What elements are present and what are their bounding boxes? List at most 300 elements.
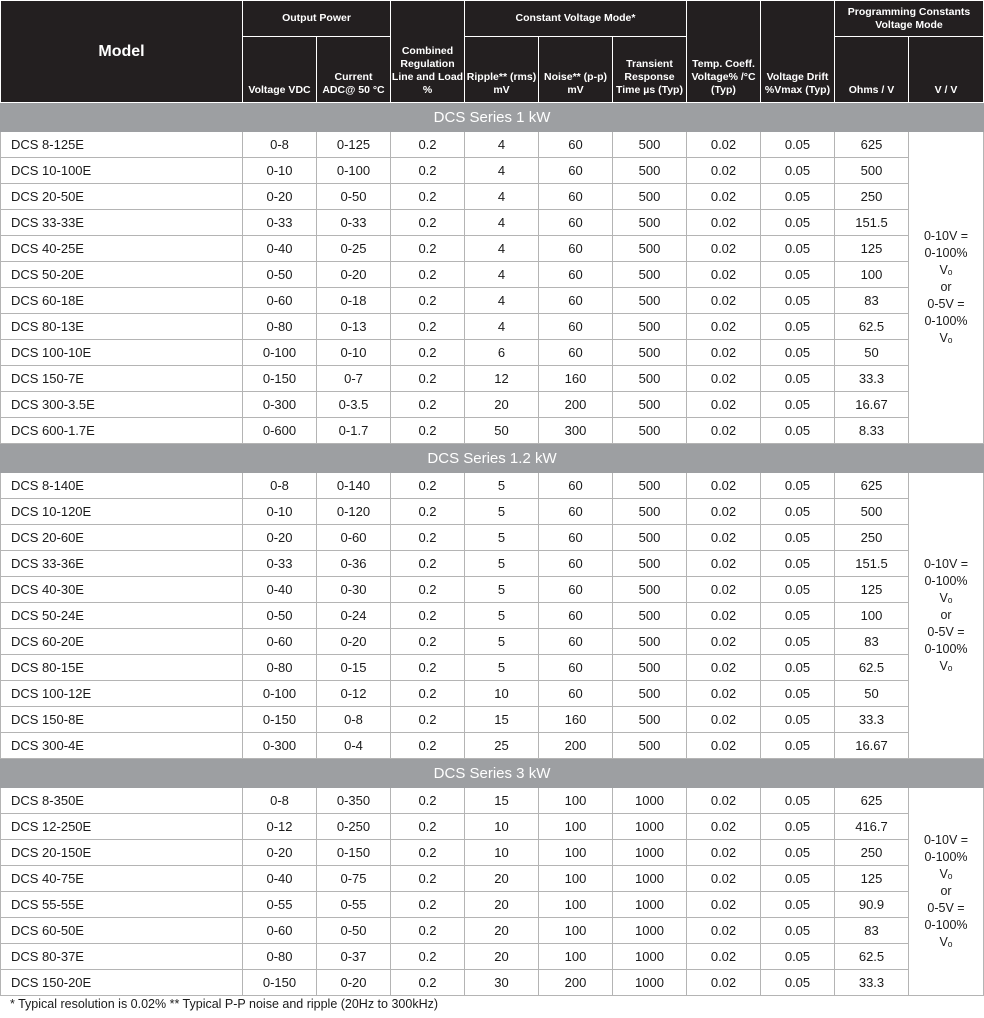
- cell-noise: 200: [539, 970, 613, 996]
- cell-ohms-per-volt: 250: [835, 840, 909, 866]
- cell-current: 0-100: [317, 158, 391, 184]
- cell-regulation: 0.2: [391, 866, 465, 892]
- cell-ripple: 20: [465, 892, 539, 918]
- cell-voltage-drift: 0.05: [761, 184, 835, 210]
- cell-ripple: 15: [465, 707, 539, 733]
- cell-voltage-drift: 0.05: [761, 681, 835, 707]
- cell-ripple: 5: [465, 473, 539, 499]
- cell-regulation: 0.2: [391, 210, 465, 236]
- table-row: [1, 499, 984, 525]
- table-row: [1, 681, 984, 707]
- cell-ripple: 5: [465, 629, 539, 655]
- table-row: [1, 629, 984, 655]
- table-row: [1, 577, 984, 603]
- cell-ripple: 5: [465, 551, 539, 577]
- cell-voltage-drift: 0.05: [761, 236, 835, 262]
- cell-voltage: 0-12: [243, 814, 317, 840]
- cell-temp-coeff: 0.02: [687, 499, 761, 525]
- cell-regulation: 0.2: [391, 158, 465, 184]
- cell-ripple: 6: [465, 340, 539, 366]
- cell-temp-coeff: 0.02: [687, 314, 761, 340]
- cell-noise: 60: [539, 132, 613, 158]
- cell-current: 0-125: [317, 132, 391, 158]
- cell-volts-per-volt: [909, 473, 984, 759]
- section-title: DCS Series 3 kW: [1, 759, 984, 788]
- cell-ohms-per-volt: 625: [835, 132, 909, 158]
- cell-voltage-drift: 0.05: [761, 918, 835, 944]
- cell-ohms-per-volt: 83: [835, 629, 909, 655]
- cell-noise: 300: [539, 418, 613, 444]
- cell-noise: 60: [539, 629, 613, 655]
- cell-voltage-drift: 0.05: [761, 840, 835, 866]
- table-header: [1, 1, 984, 103]
- cell-voltage: 0-600: [243, 418, 317, 444]
- cell-current: 0-10: [317, 340, 391, 366]
- cell-model: DCS 40-75E: [1, 866, 243, 892]
- vv-line: Vₒ: [939, 935, 953, 949]
- cell-model: DCS 33-36E: [1, 551, 243, 577]
- section-header-row: [1, 444, 984, 473]
- cell-voltage-drift: 0.05: [761, 892, 835, 918]
- cell-ripple: 15: [465, 788, 539, 814]
- cell-transient: 500: [613, 288, 687, 314]
- cell-regulation: 0.2: [391, 788, 465, 814]
- cell-temp-coeff: 0.02: [687, 132, 761, 158]
- cell-voltage: 0-55: [243, 892, 317, 918]
- cell-current: 0-18: [317, 288, 391, 314]
- header-ripple: Ripple** (rms) mV: [465, 37, 539, 103]
- cell-transient: 500: [613, 236, 687, 262]
- footnote: * Typical resolution is 0.02% ** Typical P-P noise and ripple (20Hz to 300kHz): [10, 997, 439, 1011]
- cell-ohms-per-volt: 83: [835, 288, 909, 314]
- cell-current: 0-37: [317, 944, 391, 970]
- table-row: [1, 655, 984, 681]
- cell-voltage: 0-33: [243, 210, 317, 236]
- cell-ripple: 20: [465, 944, 539, 970]
- cell-current: 0-50: [317, 918, 391, 944]
- cell-transient: 500: [613, 392, 687, 418]
- cell-voltage-drift: 0.05: [761, 473, 835, 499]
- section-title: DCS Series 1 kW: [1, 103, 984, 132]
- header-combined-regulation: Combined Regulation Line and Load %: [391, 1, 465, 103]
- cell-voltage: 0-20: [243, 184, 317, 210]
- cell-temp-coeff: 0.02: [687, 970, 761, 996]
- cell-regulation: 0.2: [391, 499, 465, 525]
- cell-noise: 160: [539, 707, 613, 733]
- cell-regulation: 0.2: [391, 525, 465, 551]
- cell-transient: 1000: [613, 918, 687, 944]
- cell-regulation: 0.2: [391, 629, 465, 655]
- cell-current: 0-3.5: [317, 392, 391, 418]
- cell-ohms-per-volt: 16.67: [835, 392, 909, 418]
- cell-ohms-per-volt: 33.3: [835, 707, 909, 733]
- cell-ohms-per-volt: 62.5: [835, 655, 909, 681]
- cell-voltage: 0-80: [243, 314, 317, 340]
- cell-temp-coeff: 0.02: [687, 184, 761, 210]
- vv-line: Vₒ: [939, 263, 953, 277]
- cell-transient: 500: [613, 158, 687, 184]
- cell-ohms-per-volt: 151.5: [835, 210, 909, 236]
- cell-model: DCS 40-30E: [1, 577, 243, 603]
- cell-current: 0-75: [317, 866, 391, 892]
- cell-ripple: 5: [465, 525, 539, 551]
- cell-voltage-drift: 0.05: [761, 733, 835, 759]
- cell-regulation: 0.2: [391, 603, 465, 629]
- cell-noise: 100: [539, 866, 613, 892]
- cell-current: 0-20: [317, 262, 391, 288]
- cell-voltage: 0-20: [243, 840, 317, 866]
- table-row: [1, 418, 984, 444]
- cell-regulation: 0.2: [391, 340, 465, 366]
- cell-temp-coeff: 0.02: [687, 236, 761, 262]
- cell-voltage: 0-10: [243, 499, 317, 525]
- cell-voltage-drift: 0.05: [761, 262, 835, 288]
- cell-regulation: 0.2: [391, 814, 465, 840]
- cell-voltage: 0-10: [243, 158, 317, 184]
- cell-model: DCS 20-60E: [1, 525, 243, 551]
- cell-ripple: 5: [465, 655, 539, 681]
- cell-model: DCS 150-8E: [1, 707, 243, 733]
- cell-temp-coeff: 0.02: [687, 840, 761, 866]
- table-row: [1, 918, 984, 944]
- cell-volts-per-volt: [909, 788, 984, 996]
- cell-current: 0-350: [317, 788, 391, 814]
- cell-model: DCS 50-20E: [1, 262, 243, 288]
- vv-line: or: [940, 884, 952, 898]
- cell-transient: 500: [613, 629, 687, 655]
- cell-voltage: 0-50: [243, 603, 317, 629]
- cell-noise: 60: [539, 158, 613, 184]
- vv-line: 0-10V =: [923, 557, 969, 571]
- cell-temp-coeff: 0.02: [687, 392, 761, 418]
- table-row: [1, 392, 984, 418]
- section-header-row: [1, 759, 984, 788]
- cell-regulation: 0.2: [391, 892, 465, 918]
- cell-transient: 500: [613, 525, 687, 551]
- cell-ohms-per-volt: 83: [835, 918, 909, 944]
- cell-model: DCS 55-55E: [1, 892, 243, 918]
- cell-temp-coeff: 0.02: [687, 788, 761, 814]
- vv-line: 0-5V =: [927, 625, 965, 639]
- cell-temp-coeff: 0.02: [687, 418, 761, 444]
- cell-ohms-per-volt: 125: [835, 866, 909, 892]
- vv-line: or: [940, 280, 952, 294]
- cell-voltage: 0-100: [243, 340, 317, 366]
- cell-ohms-per-volt: 33.3: [835, 970, 909, 996]
- cell-noise: 100: [539, 944, 613, 970]
- section-title: DCS Series 1.2 kW: [1, 444, 984, 473]
- vv-line: 0-100%: [924, 850, 968, 864]
- header-volts-per-volt: V / V: [909, 37, 984, 103]
- cell-voltage-drift: 0.05: [761, 366, 835, 392]
- cell-model: DCS 80-37E: [1, 944, 243, 970]
- cell-regulation: 0.2: [391, 551, 465, 577]
- cell-voltage-drift: 0.05: [761, 288, 835, 314]
- header-current: Current ADC@ 50 °C: [317, 37, 391, 103]
- cell-noise: 60: [539, 551, 613, 577]
- table-row: [1, 788, 984, 814]
- cell-transient: 500: [613, 603, 687, 629]
- cell-ohms-per-volt: 100: [835, 603, 909, 629]
- section-header-row: [1, 103, 984, 132]
- cell-ohms-per-volt: 625: [835, 788, 909, 814]
- cell-temp-coeff: 0.02: [687, 918, 761, 944]
- cell-ripple: 10: [465, 814, 539, 840]
- cell-current: 0-7: [317, 366, 391, 392]
- cell-regulation: 0.2: [391, 944, 465, 970]
- cell-regulation: 0.2: [391, 314, 465, 340]
- cell-model: DCS 60-20E: [1, 629, 243, 655]
- cell-temp-coeff: 0.02: [687, 681, 761, 707]
- cell-transient: 500: [613, 262, 687, 288]
- cell-ripple: 4: [465, 236, 539, 262]
- cell-current: 0-150: [317, 840, 391, 866]
- cell-current: 0-30: [317, 577, 391, 603]
- cell-ripple: 5: [465, 499, 539, 525]
- vv-line: 0-5V =: [927, 901, 965, 915]
- cell-model: DCS 80-13E: [1, 314, 243, 340]
- cell-voltage-drift: 0.05: [761, 707, 835, 733]
- header-model: Model: [1, 1, 243, 103]
- cell-noise: 60: [539, 314, 613, 340]
- cell-model: DCS 100-10E: [1, 340, 243, 366]
- cell-model: DCS 20-50E: [1, 184, 243, 210]
- cell-voltage-drift: 0.05: [761, 577, 835, 603]
- cell-transient: 500: [613, 418, 687, 444]
- cell-voltage: 0-150: [243, 707, 317, 733]
- table-row: [1, 551, 984, 577]
- cell-current: 0-1.7: [317, 418, 391, 444]
- cell-ripple: 4: [465, 210, 539, 236]
- cell-transient: 500: [613, 314, 687, 340]
- cell-transient: 1000: [613, 866, 687, 892]
- cell-temp-coeff: 0.02: [687, 892, 761, 918]
- cell-regulation: 0.2: [391, 918, 465, 944]
- cell-model: DCS 12-250E: [1, 814, 243, 840]
- cell-noise: 60: [539, 681, 613, 707]
- cell-voltage: 0-80: [243, 655, 317, 681]
- cell-current: 0-15: [317, 655, 391, 681]
- cell-voltage: 0-8: [243, 132, 317, 158]
- cell-temp-coeff: 0.02: [687, 629, 761, 655]
- cell-transient: 500: [613, 733, 687, 759]
- cell-transient: 500: [613, 184, 687, 210]
- cell-ohms-per-volt: 125: [835, 236, 909, 262]
- cell-voltage-drift: 0.05: [761, 944, 835, 970]
- cell-model: DCS 8-125E: [1, 132, 243, 158]
- vv-line: 0-10V =: [923, 229, 969, 243]
- cell-regulation: 0.2: [391, 840, 465, 866]
- cell-ohms-per-volt: 90.9: [835, 892, 909, 918]
- cell-current: 0-250: [317, 814, 391, 840]
- cell-ohms-per-volt: 16.67: [835, 733, 909, 759]
- cell-regulation: 0.2: [391, 392, 465, 418]
- cell-ohms-per-volt: 33.3: [835, 366, 909, 392]
- cell-current: 0-140: [317, 473, 391, 499]
- cell-model: DCS 300-3.5E: [1, 392, 243, 418]
- cell-temp-coeff: 0.02: [687, 707, 761, 733]
- cell-ohms-per-volt: 500: [835, 158, 909, 184]
- cell-voltage: 0-150: [243, 366, 317, 392]
- cell-ripple: 20: [465, 392, 539, 418]
- cell-voltage: 0-20: [243, 525, 317, 551]
- cell-noise: 100: [539, 788, 613, 814]
- cell-noise: 60: [539, 184, 613, 210]
- cell-regulation: 0.2: [391, 577, 465, 603]
- cell-temp-coeff: 0.02: [687, 655, 761, 681]
- cell-model: DCS 100-12E: [1, 681, 243, 707]
- table-row: [1, 210, 984, 236]
- cell-current: 0-60: [317, 525, 391, 551]
- cell-current: 0-12: [317, 681, 391, 707]
- cell-ripple: 30: [465, 970, 539, 996]
- cell-ohms-per-volt: 500: [835, 499, 909, 525]
- cell-transient: 500: [613, 340, 687, 366]
- cell-current: 0-13: [317, 314, 391, 340]
- cell-transient: 500: [613, 577, 687, 603]
- cell-current: 0-4: [317, 733, 391, 759]
- cell-ripple: 5: [465, 603, 539, 629]
- cell-temp-coeff: 0.02: [687, 340, 761, 366]
- cell-voltage-drift: 0.05: [761, 340, 835, 366]
- cell-transient: 500: [613, 132, 687, 158]
- cell-noise: 60: [539, 473, 613, 499]
- cell-noise: 60: [539, 525, 613, 551]
- cell-model: DCS 33-33E: [1, 210, 243, 236]
- cell-temp-coeff: 0.02: [687, 733, 761, 759]
- header-output-power: Output Power: [243, 1, 391, 37]
- cell-model: DCS 50-24E: [1, 603, 243, 629]
- cell-current: 0-24: [317, 603, 391, 629]
- cell-regulation: 0.2: [391, 970, 465, 996]
- cell-ohms-per-volt: 250: [835, 184, 909, 210]
- vv-line: 0-100%: [924, 642, 968, 656]
- cell-voltage: 0-40: [243, 866, 317, 892]
- cell-current: 0-33: [317, 210, 391, 236]
- cell-ripple: 4: [465, 132, 539, 158]
- cell-model: DCS 60-18E: [1, 288, 243, 314]
- cell-ohms-per-volt: 250: [835, 525, 909, 551]
- cell-temp-coeff: 0.02: [687, 866, 761, 892]
- cell-temp-coeff: 0.02: [687, 603, 761, 629]
- cell-ohms-per-volt: 50: [835, 340, 909, 366]
- cell-regulation: 0.2: [391, 707, 465, 733]
- cell-transient: 500: [613, 473, 687, 499]
- cell-ripple: 4: [465, 262, 539, 288]
- cell-model: DCS 10-120E: [1, 499, 243, 525]
- table-row: [1, 866, 984, 892]
- cell-regulation: 0.2: [391, 132, 465, 158]
- cell-transient: 500: [613, 707, 687, 733]
- cell-noise: 200: [539, 733, 613, 759]
- cell-noise: 60: [539, 236, 613, 262]
- cell-temp-coeff: 0.02: [687, 473, 761, 499]
- table-row: [1, 314, 984, 340]
- cell-transient: 1000: [613, 788, 687, 814]
- cell-transient: 500: [613, 499, 687, 525]
- cell-temp-coeff: 0.02: [687, 814, 761, 840]
- cell-regulation: 0.2: [391, 184, 465, 210]
- cell-voltage: 0-33: [243, 551, 317, 577]
- cell-temp-coeff: 0.02: [687, 262, 761, 288]
- cell-ohms-per-volt: 62.5: [835, 314, 909, 340]
- cell-voltage-drift: 0.05: [761, 210, 835, 236]
- cell-noise: 60: [539, 603, 613, 629]
- cell-voltage: 0-150: [243, 970, 317, 996]
- cell-model: DCS 40-25E: [1, 236, 243, 262]
- cell-voltage: 0-80: [243, 944, 317, 970]
- cell-ohms-per-volt: 151.5: [835, 551, 909, 577]
- vv-line: 0-100%: [924, 918, 968, 932]
- table-row: [1, 366, 984, 392]
- cell-ohms-per-volt: 62.5: [835, 944, 909, 970]
- vv-line: Vₒ: [939, 659, 953, 673]
- cell-ripple: 4: [465, 184, 539, 210]
- cell-ohms-per-volt: 100: [835, 262, 909, 288]
- cell-ohms-per-volt: 416.7: [835, 814, 909, 840]
- header-noise: Noise** (p-p) mV: [539, 37, 613, 103]
- table-row: [1, 525, 984, 551]
- cell-voltage-drift: 0.05: [761, 788, 835, 814]
- table-row: [1, 707, 984, 733]
- cell-voltage-drift: 0.05: [761, 132, 835, 158]
- cell-transient: 500: [613, 551, 687, 577]
- table-row: [1, 840, 984, 866]
- header-voltage: Voltage VDC: [243, 37, 317, 103]
- cell-voltage-drift: 0.05: [761, 970, 835, 996]
- cell-model: DCS 8-140E: [1, 473, 243, 499]
- cell-transient: 500: [613, 210, 687, 236]
- cell-voltage-drift: 0.05: [761, 314, 835, 340]
- cell-model: DCS 600-1.7E: [1, 418, 243, 444]
- cell-ohms-per-volt: 50: [835, 681, 909, 707]
- cell-transient: 1000: [613, 840, 687, 866]
- table-row: [1, 603, 984, 629]
- cell-noise: 60: [539, 655, 613, 681]
- cell-voltage-drift: 0.05: [761, 392, 835, 418]
- vv-line: Vₒ: [939, 591, 953, 605]
- cell-ripple: 4: [465, 288, 539, 314]
- cell-current: 0-20: [317, 629, 391, 655]
- cell-temp-coeff: 0.02: [687, 577, 761, 603]
- vv-line: 0-100%: [924, 246, 968, 260]
- cell-voltage-drift: 0.05: [761, 525, 835, 551]
- cell-voltage: 0-50: [243, 262, 317, 288]
- cell-regulation: 0.2: [391, 733, 465, 759]
- cell-noise: 60: [539, 288, 613, 314]
- cell-voltage-drift: 0.05: [761, 499, 835, 525]
- cell-ohms-per-volt: 625: [835, 473, 909, 499]
- cell-ripple: 25: [465, 733, 539, 759]
- cell-voltage-drift: 0.05: [761, 158, 835, 184]
- table-row: [1, 340, 984, 366]
- cell-current: 0-120: [317, 499, 391, 525]
- cell-voltage-drift: 0.05: [761, 418, 835, 444]
- header-ohms-per-volt: Ohms / V: [835, 37, 909, 103]
- cell-ohms-per-volt: 125: [835, 577, 909, 603]
- vv-line: Vₒ: [939, 867, 953, 881]
- header-temp-coeff: Temp. Coeff. Voltage% /°C (Typ): [687, 1, 761, 103]
- cell-ripple: 4: [465, 158, 539, 184]
- cell-ripple: 4: [465, 314, 539, 340]
- table-row: [1, 733, 984, 759]
- cell-temp-coeff: 0.02: [687, 366, 761, 392]
- cell-voltage-drift: 0.05: [761, 551, 835, 577]
- cell-voltage: 0-300: [243, 733, 317, 759]
- cell-current: 0-20: [317, 970, 391, 996]
- cell-voltage-drift: 0.05: [761, 866, 835, 892]
- cell-transient: 1000: [613, 814, 687, 840]
